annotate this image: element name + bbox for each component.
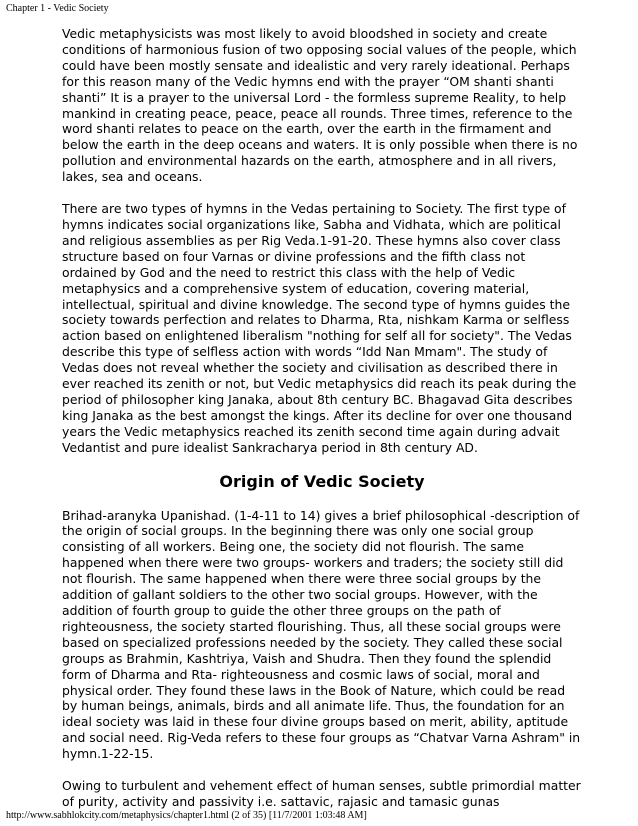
page-footer-url: http://www.sabhlokcity.com/metaphysics/chapter1.html (2 of 35) [11/7/2001 1:03:48 AM] xyxy=(6,810,367,821)
section-heading: Origin of Vedic Society xyxy=(219,471,425,491)
paragraph-origin-social-groups: Brihad-aranyka Upanishad. (1-4-11 to 14) gives a brief philosophical -description of the origin of social groups. In the beginning there was only one social group consisting of all workers. Being one, the society did not flourish. The same happened when there were two groups- workers and traders; the society still did not flourish. The same happened when there were three social groups by the addition of gallant soldiers to the other two social groups. However, with the addition of fourth group to guide the other three groups on the path of righteousness, the society started flourishing. Thus, all these social groups were based on specialized professions needed by the society. They called these social groups as Brahmin, Kashtriya, Vaish and Shudra. Then they found the splendid form of Dharma and Rta- righteousness and cosmic laws of social, moral and physical order. They found these laws in the Book of Nature, which could be read by human beings, animals, birds and all animate life. Thus, the foundation for an ideal society was laid in these four divine groups based on merit, ability, aptitude and social need. Rig-Veda refers to these four groups as “Chatvar Varna Ashram" in hymn.1-22-15. xyxy=(62,507,581,762)
paragraph-types-of-hymns: There are two types of hymns in the Vedas pertaining to Society. The first type of hymns indicates social organizations like, Sabha and Vidhata, which are political and religious assemblies as per Rig Veda.1-91-20. These hymns also cover class structure based on four Varnas or divine professions and the fifth class not ordained by God and the need to restrict this class with the help of Vedic metaphysics and a comprehensive system of education, covering material, intellectual, spiritual and divine knowledge. The second type of hymns guides the society towards perfection and relates to Dharma, Rta, nishkam Karma or selfless action based on enlightened liberalism "nothing for self all for society". The Vedas describe this type of selfless action with words “Idd Nan Mmam". The study of Vedas does not reveal whether the society and civilisation as described there in ever reached its zenith or not, but Vedic metaphysics did reach its peak during the period of philosopher king Janaka, about 8th century BC. Bhagavad Gita describes king Janaka as the best amongst the kings. After its decline for over one thousand years the Vedic metaphysics reached its zenith second time again during advait Vedantist and pure idealist Sankracharya period in 8th century AD. xyxy=(62,201,577,455)
page-header-title: Chapter 1 - Vedic Society xyxy=(6,3,109,14)
document-body xyxy=(62,26,582,826)
paragraph-human-senses: Owing to turbulent and vehement effect of human senses, subtle primordial matter of purity, activity and passivity i.e. sattavic, rajasic and tamasic gunas xyxy=(62,778,581,809)
paragraph-shanti-prayer: Vedic metaphysicists was most likely to avoid bloodshed in society and create conditions of harmonious fusion of two opposing social values of the people, which could have been mostly sensate and idealistic and very rarely ideational. Perhaps for this reason many of the Vedic hymns end with the prayer “OM shanti shanti shanti” It is a prayer to the universal Lord - the formless supreme Reality, to help mankind in creating peace, peace, peace all rounds. Three times, reference to the word shanti relates to peace on the earth, over the earth in the firmament and below the earth in the deep oceans and waters. It is only possible when there is no pollution and environmental hazards on the earth, atmosphere and in all rivers, lakes, sea and oceans. xyxy=(62,26,578,185)
